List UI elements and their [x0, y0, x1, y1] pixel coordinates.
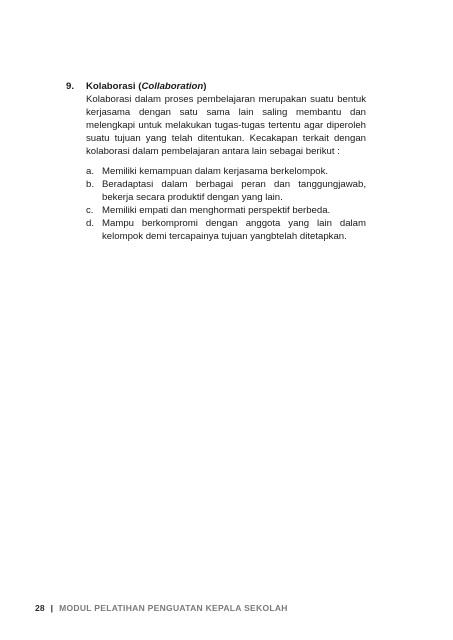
section-kolaborasi: [66, 80, 366, 243]
list-item: [86, 178, 366, 204]
skills-list: [86, 165, 366, 243]
list-marker: a.: [86, 166, 95, 177]
list-item: [86, 204, 366, 217]
page-number: 28: [35, 603, 45, 613]
list-item: [86, 217, 366, 243]
list-item-text: Beradaptasi dalam berbagai peran dan tanggungjawab, bekerja secara produktif dengan yang lain.: [102, 179, 366, 203]
section-number: 9.: [66, 81, 75, 92]
section-heading: [66, 80, 366, 93]
module-title: MODUL PELATIHAN PENGUATAN KEPALA SEKOLAH: [59, 603, 288, 613]
heading-title-close: ): [203, 81, 207, 92]
list-marker: b.: [86, 179, 95, 190]
page-footer: [35, 603, 288, 613]
section-paragraph: Kolaborasi dalam proses pembelajaran merupakan suatu bentuk kerjasama dengan satu sama lain saling membantu dan melengkapi untuk melakukan tugas-tugas tertentu agar diperoleh suatu tujuan yang telah ditentukan. Kecakapan terkait dengan kolaborasi dalam pembelajaran antara lain sebagai berikut :: [86, 94, 366, 157]
footer-separator: |: [50, 603, 54, 613]
list-item: [86, 165, 366, 178]
heading-title-plain: Kolaborasi (: [86, 81, 142, 92]
list-item-text: Mampu berkompromi dengan anggota yang lain dalam kelompok demi tercapainya tujuan yangbtelah ditetapkan.: [102, 218, 366, 242]
list-marker: d.: [86, 218, 95, 229]
list-item-text: Memiliki kemampuan dalam kerjasama berkelompok.: [102, 166, 329, 177]
heading-title-italic: Collaboration: [141, 81, 204, 92]
list-item-text: Memiliki empati dan menghormati perspektif berbeda.: [102, 205, 331, 216]
list-marker: c.: [86, 205, 94, 216]
